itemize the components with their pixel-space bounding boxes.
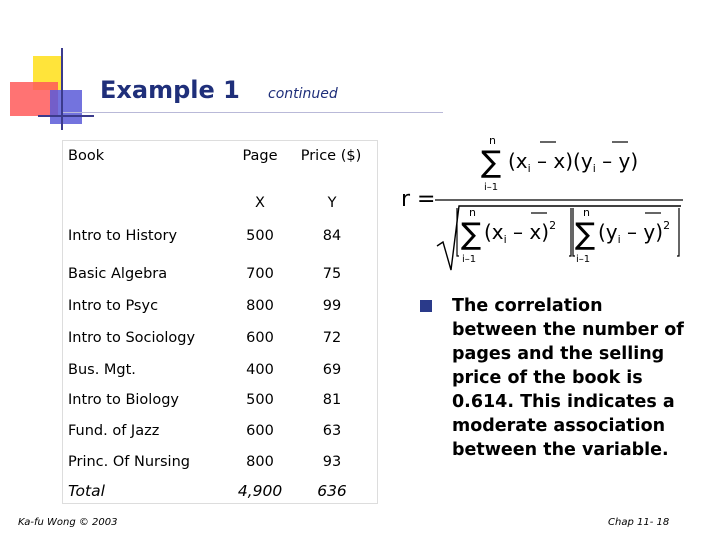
bullet-square-icon bbox=[420, 300, 432, 312]
header-y: Y bbox=[327, 195, 337, 211]
slide-title: Example 1 bbox=[100, 76, 240, 104]
footer-author: Ka-fu Wong © 2003 bbox=[18, 517, 118, 528]
page-count: 500 bbox=[246, 228, 274, 244]
price-value: 72 bbox=[322, 330, 342, 346]
denominator-left-lower-limit: i–1 bbox=[462, 254, 477, 265]
numerator-lower-limit: i–1 bbox=[484, 182, 499, 193]
price-value: 63 bbox=[322, 423, 342, 439]
title-rule bbox=[63, 112, 443, 113]
book-title: Intro to Sociology bbox=[68, 330, 196, 346]
price-value: 75 bbox=[322, 266, 342, 282]
slide-subtitle: continued bbox=[268, 86, 338, 102]
correlation-conclusion: The correlation between the number of pages and the selling price of the book is 0.614. This indicates a moderate association between the variable. bbox=[452, 296, 684, 460]
book-title: Princ. Of Nursing bbox=[68, 454, 190, 470]
header-page: Page bbox=[242, 148, 278, 164]
page-count: 700 bbox=[246, 266, 274, 282]
total-price: 636 bbox=[317, 482, 347, 500]
page-count: 800 bbox=[246, 454, 274, 470]
price-value: 93 bbox=[322, 454, 342, 470]
footer-page-number: Chap 11- 18 bbox=[608, 517, 670, 528]
page-count: 800 bbox=[246, 298, 274, 314]
book-title: Intro to Biology bbox=[68, 392, 179, 408]
denominator-left-sigma: ∑ bbox=[461, 217, 482, 252]
denominator-right-upper-limit: n bbox=[583, 206, 590, 219]
header-x: X bbox=[255, 195, 265, 211]
price-value: 69 bbox=[322, 362, 342, 378]
header-price: Price ($) bbox=[300, 148, 362, 164]
decor-vertical-line bbox=[61, 48, 63, 130]
total-label: Total bbox=[68, 482, 105, 500]
numerator-expression: $(x_i - x)(y_i - y)$ bbox=[508, 149, 639, 175]
page-count: 600 bbox=[246, 330, 274, 346]
decor-blue-square bbox=[50, 90, 82, 124]
book-title: Intro to Psyc bbox=[68, 298, 159, 314]
denominator-left-upper-limit: n bbox=[469, 206, 476, 219]
header-book: Book bbox=[68, 148, 105, 164]
denominator-right-sigma: ∑ bbox=[575, 217, 596, 252]
page-count: 500 bbox=[246, 392, 274, 408]
formula-lhs: r = bbox=[401, 187, 436, 212]
correlation-formula bbox=[395, 128, 685, 278]
numerator-upper-limit: n bbox=[489, 134, 496, 147]
total-pages: 4,900 bbox=[237, 482, 283, 500]
book-title: Fund. of Jazz bbox=[68, 423, 160, 439]
page-count: 600 bbox=[246, 423, 274, 439]
book-title: Bus. Mgt. bbox=[68, 362, 136, 378]
decor-horizontal-line bbox=[38, 115, 94, 117]
book-title: Intro to History bbox=[68, 228, 178, 244]
page-count: 400 bbox=[246, 362, 274, 378]
denominator-left-expression: $(x_i - x)^2$ bbox=[484, 219, 557, 246]
price-value: 99 bbox=[322, 298, 342, 314]
price-value: 81 bbox=[322, 392, 342, 408]
numerator-sigma: ∑ bbox=[481, 145, 502, 180]
book-title: Basic Algebra bbox=[68, 266, 168, 282]
denominator-right-expression: $(y_i - y)^2$ bbox=[598, 219, 671, 246]
price-value: 84 bbox=[322, 228, 342, 244]
denominator-right-lower-limit: i–1 bbox=[576, 254, 591, 265]
